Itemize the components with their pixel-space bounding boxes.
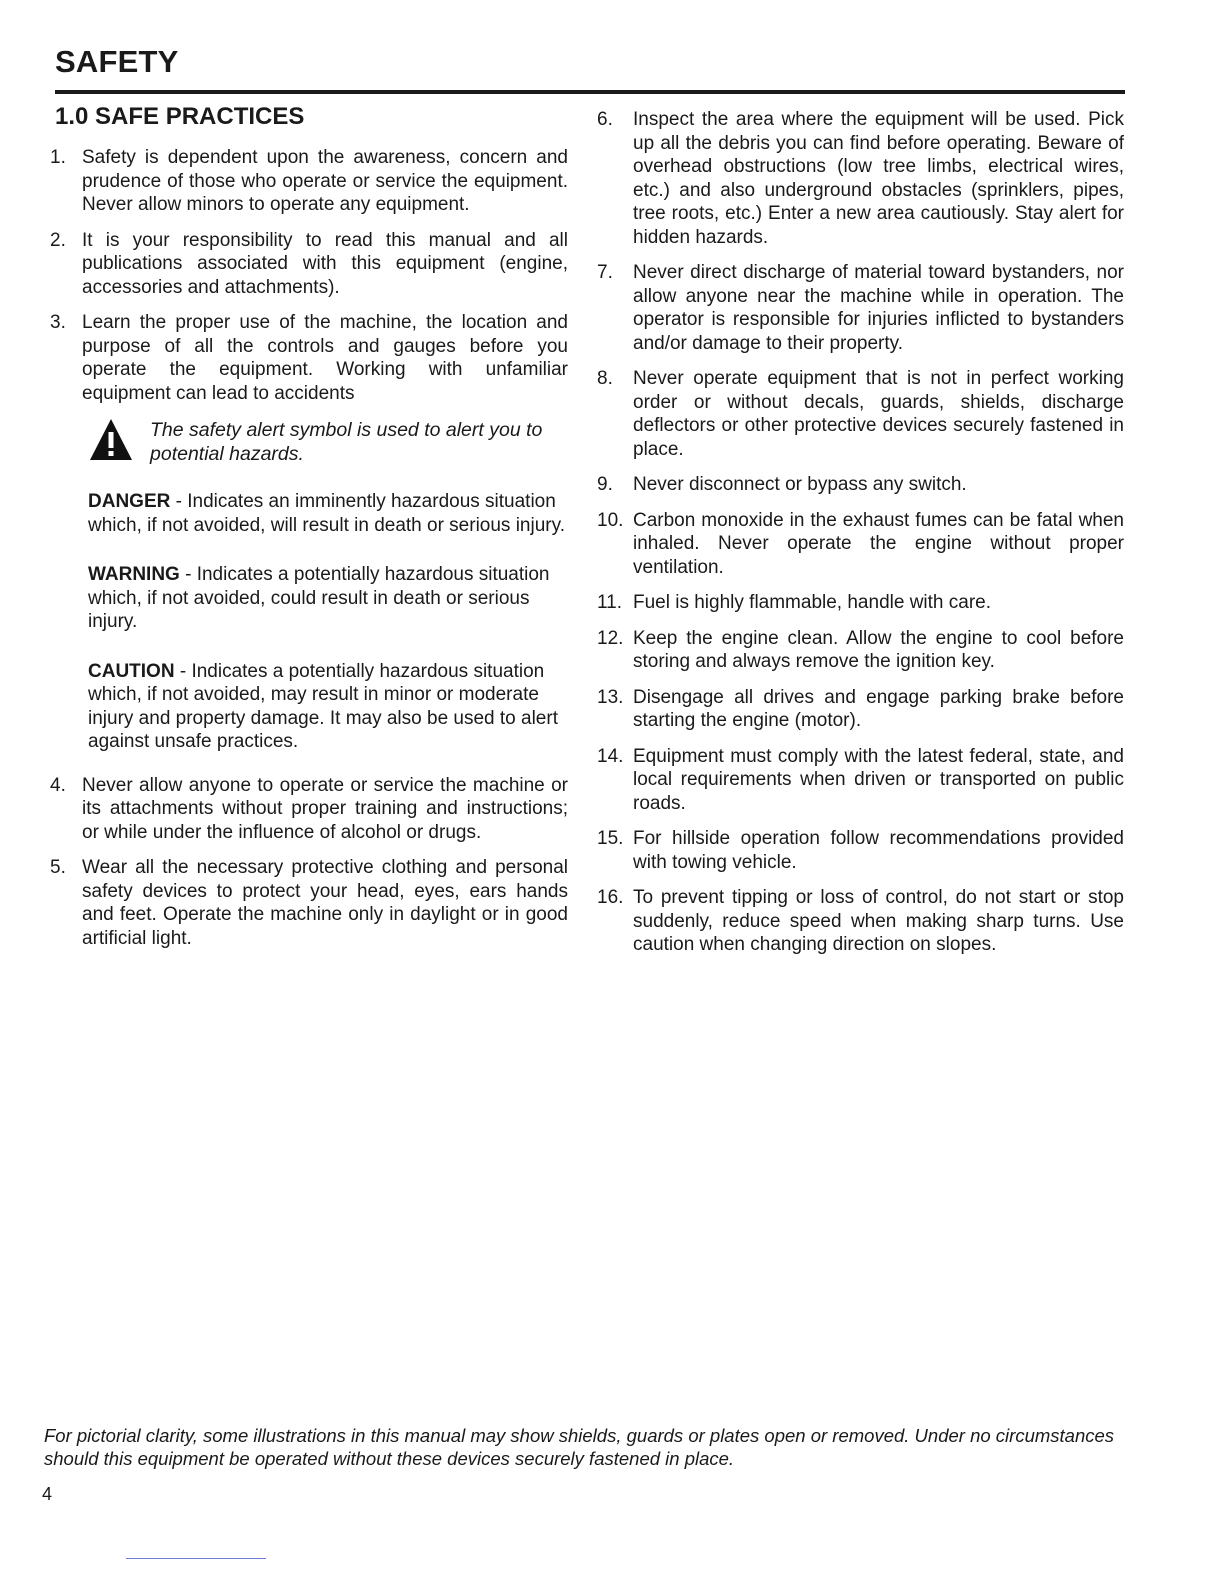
item-text: Never allow anyone to operate or service the machine or its attachments without proper training and instructions; or while under the influence of alcohol or drugs.	[82, 774, 568, 843]
item-number: 14.	[597, 745, 624, 767]
safety-alert-row	[88, 419, 568, 466]
warning-triangle-icon	[88, 417, 134, 463]
item-text: Carbon monoxide in the exhaust fumes can be fatal when inhaled. Never operate the engine without proper ventilation.	[633, 509, 1124, 578]
item-number: 12.	[597, 627, 624, 649]
scan-artifact-line	[126, 1558, 266, 1559]
item-text: Fuel is highly flammable, handle with care.	[633, 592, 992, 613]
safety-alert-text: The safety alert symbol is used to alert you to potential hazards.	[150, 419, 543, 465]
item-text: Never operate equipment that is not in perfect working order or without decals, guards, shields, discharge deflectors or other protective devices securely fastened in place.	[633, 368, 1124, 460]
warning-definition	[88, 563, 568, 634]
item-number: 2.	[50, 229, 66, 251]
right-column	[597, 108, 1124, 969]
list-item	[597, 261, 1124, 355]
page-number: 4	[42, 1484, 53, 1504]
list-item	[597, 886, 1124, 957]
page-title: SAFETY	[55, 44, 179, 79]
item-number: 6.	[597, 109, 613, 130]
signal-word: CAUTION	[88, 660, 175, 682]
list-item	[50, 856, 568, 950]
danger-definition	[88, 490, 568, 537]
item-text: Disengage all drives and engage parking brake before starting the engine (motor).	[633, 686, 1124, 731]
left-list-continued	[50, 774, 568, 951]
list-item	[50, 146, 568, 217]
caution-definition	[88, 660, 568, 754]
item-text: Inspect the area where the equipment will be used. Pick up all the debris you can find before operating. Beware of overhead obstructions (low tree limbs, electrical wires, etc.) and also underground obstacles (sprinklers, pipes, tree roots, etc.) Enter a new area cautiously. Stay alert for hidden hazards.	[633, 109, 1124, 248]
item-text: Wear all the necessary protective clothing and personal safety devices to protect your head, eyes, ears hands and feet. Operate the machine only in daylight or in good artificial light.	[82, 857, 568, 949]
item-number: 5.	[50, 857, 66, 878]
list-item	[597, 473, 1124, 497]
signal-word: DANGER	[88, 491, 171, 512]
list-item	[597, 686, 1124, 733]
item-number: 11.	[597, 592, 623, 613]
list-item	[50, 311, 568, 405]
item-text: Never disconnect or bypass any switch.	[633, 474, 967, 495]
list-item	[597, 108, 1124, 249]
item-text: Never direct discharge of material toward bystanders, nor allow anyone near the machine while in operation. The operator is responsible for injuries inflicted to bystanders and/or damage to their property.	[633, 262, 1124, 354]
left-list	[50, 146, 568, 405]
list-item	[50, 774, 568, 845]
item-number: 1.	[50, 147, 66, 168]
section-heading: 1.0 SAFE PRACTICES	[55, 103, 305, 130]
item-number: 9.	[597, 474, 613, 495]
item-number: 16.	[597, 887, 624, 908]
item-text: Keep the engine clean. Allow the engine to cool before storing and always remove the ignition key.	[633, 627, 1124, 672]
item-text: Safety is dependent upon the awareness, concern and prudence of those who operate or service the equipment. Never allow minors to operate any equipment.	[82, 147, 568, 215]
item-number: 15.	[597, 828, 624, 849]
item-number: 13.	[597, 686, 624, 708]
footer-note: For pictorial clarity, some illustrations in this manual may show shields, guards or plates open or removed. Under no circumstances should this equipment be operated without these devices securely fastened in place.	[44, 1425, 1115, 1469]
list-item	[597, 509, 1124, 580]
item-text: Equipment must comply with the latest federal, state, and local requirements when driven or transported on public roads.	[633, 745, 1124, 814]
item-text: Learn the proper use of the machine, the location and purpose of all the controls and gauges before you operate the equipment. Working with unfamiliar equipment can lead to accidents	[82, 312, 568, 404]
left-column	[50, 102, 568, 962]
item-number: 7.	[597, 262, 613, 283]
list-item	[597, 745, 1124, 816]
list-item	[50, 229, 568, 300]
signal-text: - Indicates an imminently hazardous situation which, if not avoided, will result in death or serious injury.	[88, 491, 565, 536]
signal-text: - Indicates a potentially hazardous situation which, if not avoided, may result in minor or moderate injury and property damage. It may also be used to alert against unsafe practices.	[88, 660, 558, 752]
list-item	[597, 591, 1124, 615]
right-list	[597, 108, 1124, 957]
list-item	[597, 827, 1124, 874]
signal-word: WARNING	[88, 564, 180, 585]
list-item	[597, 367, 1124, 461]
item-number: 8.	[597, 368, 613, 389]
item-text: It is your responsibility to read this manual and all publications associated with this equipment (engine, accessories and attachments).	[82, 229, 568, 298]
item-text: For hillside operation follow recommendations provided with towing vehicle.	[633, 828, 1124, 873]
list-item	[597, 627, 1124, 674]
item-number: 3.	[50, 312, 66, 333]
item-number: 10.	[597, 509, 624, 531]
safety-alert-block	[88, 419, 568, 754]
item-text: To prevent tipping or loss of control, do not start or stop suddenly, reduce speed when making sharp turns. Use caution when changing direction on slopes.	[633, 887, 1124, 955]
header-rule	[55, 90, 1125, 94]
signal-text: - Indicates a potentially hazardous situation which, if not avoided, could result in death or serious injury.	[88, 564, 550, 632]
item-number: 4.	[50, 774, 66, 796]
